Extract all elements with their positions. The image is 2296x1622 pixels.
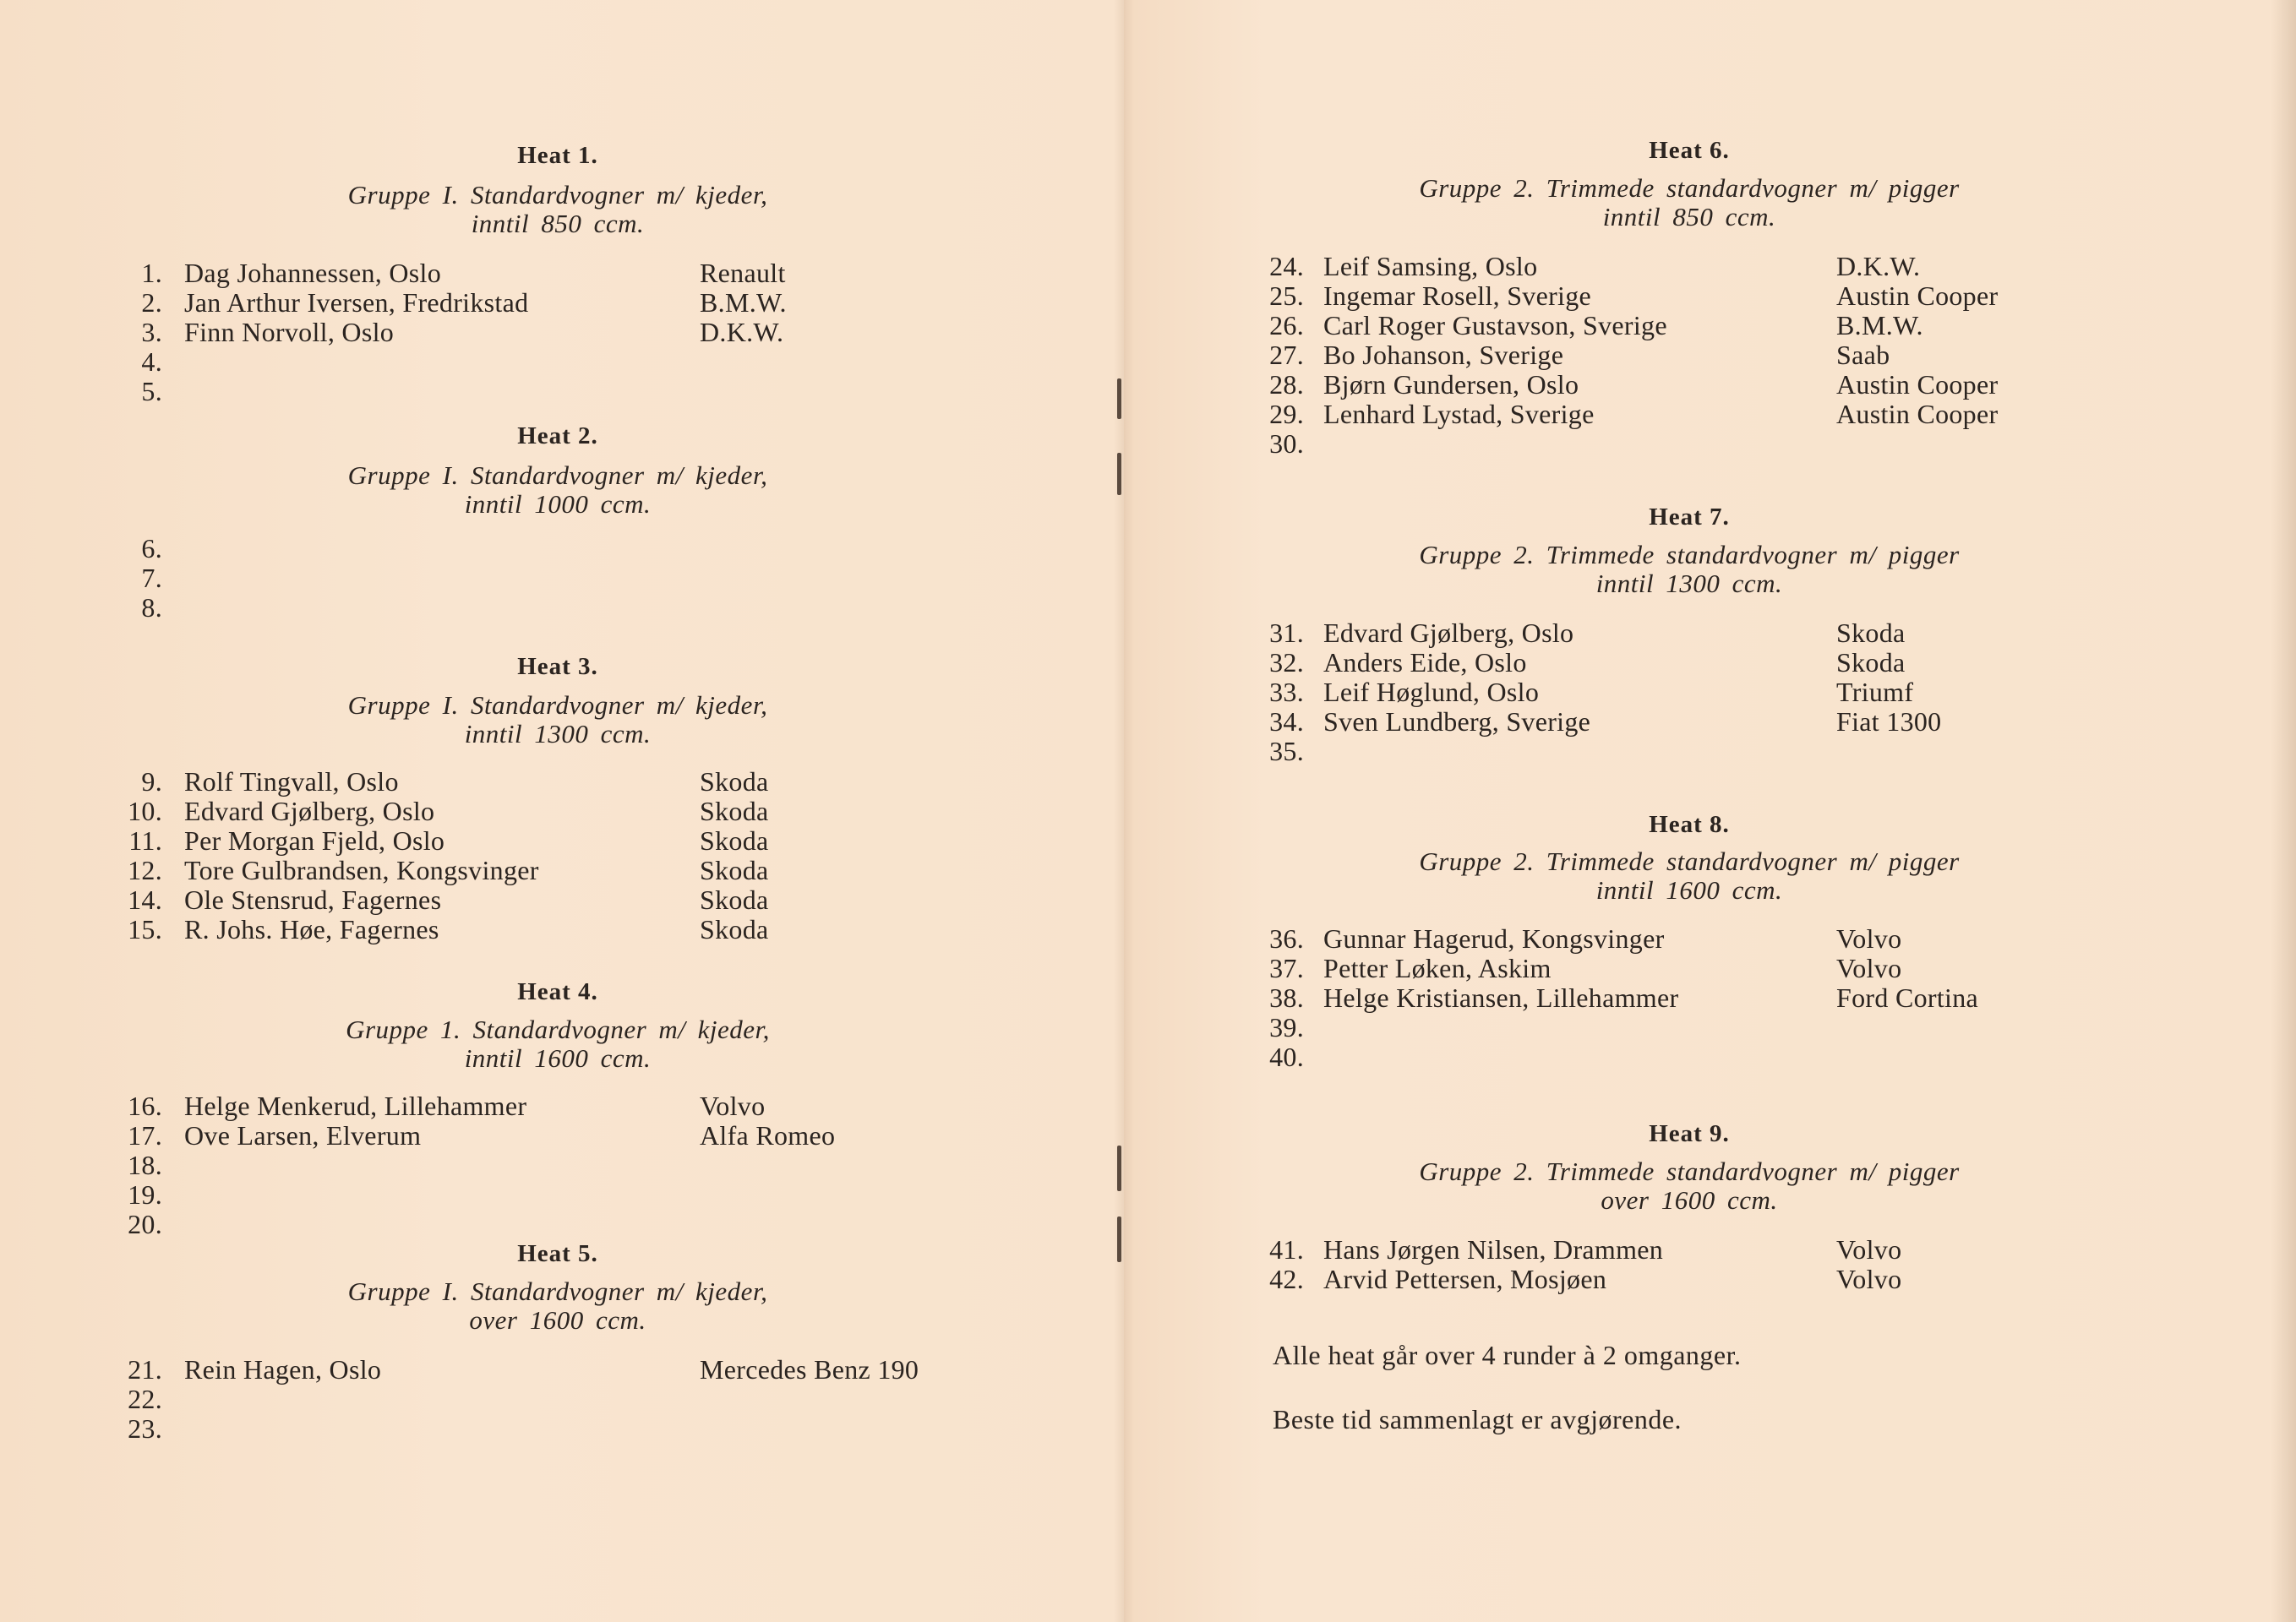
car-make: Volvo — [1836, 1264, 1902, 1294]
heat-title-heat-7: Heat 7. — [1649, 503, 1730, 531]
car-make: Austin Cooper — [1836, 369, 1999, 400]
group-line-2: inntil 1300 ccm. — [464, 719, 652, 748]
group-line-1: Gruppe I. Standardvogner m/ kjeder, — [347, 180, 768, 210]
entry-number: 36. — [1269, 923, 1304, 954]
car-make: Austin Cooper — [1836, 280, 1999, 311]
group-line-2: over 1600 ccm. — [1601, 1185, 1778, 1215]
entry-number: 42. — [1269, 1264, 1304, 1294]
heat-title-heat-9: Heat 9. — [1649, 1120, 1730, 1147]
driver-name: Bo Johanson, Sverige — [1323, 340, 1564, 370]
driver-name: Arvid Pettersen, Mosjøen — [1323, 1264, 1607, 1294]
car-make: Skoda — [700, 796, 769, 826]
car-make: Skoda — [700, 914, 769, 944]
entry-number: 27. — [1269, 340, 1304, 370]
car-make: Triumf — [1836, 677, 1914, 707]
group-line-1: Gruppe 2. Trimmede standardvogner m/ pigger — [1419, 173, 1960, 203]
entry-number: 4. — [141, 346, 162, 377]
entry-number: 40. — [1269, 1042, 1304, 1072]
driver-name: Jan Arthur Iversen, Fredrikstad — [184, 287, 529, 318]
group-line-1: Gruppe 2. Trimmede standardvogner m/ pigger — [1419, 846, 1960, 876]
driver-name: Finn Norvoll, Oslo — [184, 317, 395, 347]
car-make: Austin Cooper — [1836, 399, 1999, 429]
car-make: Skoda — [1836, 618, 1906, 648]
entry-number: 11. — [128, 825, 162, 856]
entry-number: 37. — [1269, 953, 1304, 983]
entry-number: 9. — [141, 766, 162, 797]
driver-name: Anders Eide, Oslo — [1323, 647, 1527, 678]
entry-number: 33. — [1269, 677, 1304, 707]
group-description-heat-7 — [1309, 541, 2070, 598]
staple-top — [1117, 378, 1121, 419]
heat-title-heat-2: Heat 2. — [517, 422, 598, 449]
car-make: D.K.W. — [700, 317, 784, 347]
entry-number: 28. — [1269, 369, 1304, 400]
group-description-heat-3 — [237, 691, 879, 748]
entry-number: 34. — [1269, 706, 1304, 737]
entry-number: 35. — [1269, 736, 1304, 766]
car-make: Skoda — [700, 766, 769, 797]
car-make: Volvo — [1836, 923, 1902, 954]
entry-number: 5. — [141, 376, 162, 406]
group-line-2: inntil 1300 ccm. — [1595, 569, 1783, 598]
driver-name: Edvard Gjølberg, Oslo — [1323, 618, 1574, 648]
entry-number: 8. — [141, 592, 162, 623]
entry-number: 19. — [128, 1179, 162, 1210]
driver-name: Rein Hagen, Oslo — [184, 1354, 382, 1385]
group-line-1: Gruppe 1. Standardvogner m/ kjeder, — [346, 1015, 770, 1044]
driver-name: Ole Stensrud, Fagernes — [184, 884, 442, 915]
entry-number: 24. — [1269, 251, 1304, 281]
group-description-heat-9 — [1309, 1157, 2070, 1215]
car-make: Ford Cortina — [1836, 982, 1979, 1013]
group-line-2: inntil 1000 ccm. — [464, 489, 652, 519]
entry-number: 14. — [128, 884, 162, 915]
driver-name: Leif Høglund, Oslo — [1323, 677, 1540, 707]
car-make: Volvo — [700, 1091, 766, 1121]
group-line-1: Gruppe I. Standardvogner m/ kjeder, — [347, 690, 768, 720]
entry-number: 6. — [141, 533, 162, 563]
entry-number: 7. — [141, 563, 162, 593]
entry-number: 10. — [128, 796, 162, 826]
group-line-1: Gruppe 2. Trimmede standardvogner m/ pigger — [1419, 1157, 1960, 1186]
heat-title-heat-6: Heat 6. — [1649, 137, 1730, 164]
heat-title-heat-5: Heat 5. — [517, 1240, 598, 1267]
driver-name: Petter Løken, Askim — [1323, 953, 1552, 983]
car-make: D.K.W. — [1836, 251, 1921, 281]
entry-number: 20. — [128, 1209, 162, 1239]
group-line-2: over 1600 ccm. — [469, 1305, 646, 1335]
driver-name: Dag Johannessen, Oslo — [184, 258, 442, 288]
driver-name: Rolf Tingvall, Oslo — [184, 766, 399, 797]
driver-name: R. Johs. Høe, Fagernes — [184, 914, 439, 944]
driver-name: Bjørn Gundersen, Oslo — [1323, 369, 1579, 400]
rounds-note: Alle heat går over 4 runder à 2 omganger. — [1273, 1340, 1742, 1370]
group-line-2: inntil 1600 ccm. — [1595, 875, 1783, 905]
car-make: Skoda — [700, 825, 769, 856]
entry-number: 3. — [141, 317, 162, 347]
entry-number: 1. — [141, 258, 162, 288]
entry-number: 23. — [128, 1413, 162, 1444]
driver-name: Leif Samsing, Oslo — [1323, 251, 1538, 281]
entry-number: 17. — [128, 1120, 162, 1151]
group-line-2: inntil 850 ccm. — [471, 209, 645, 238]
driver-name: Ove Larsen, Elverum — [184, 1120, 422, 1151]
car-make: Alfa Romeo — [700, 1120, 836, 1151]
group-description-heat-1 — [237, 181, 879, 238]
entry-number: 16. — [128, 1091, 162, 1121]
group-description-heat-4 — [237, 1015, 879, 1073]
entry-number: 41. — [1269, 1234, 1304, 1265]
entry-number: 15. — [128, 914, 162, 944]
staple-bottom — [1117, 1146, 1121, 1191]
driver-name: Tore Gulbrandsen, Kongsvinger — [184, 855, 539, 885]
car-make: Skoda — [700, 855, 769, 885]
entry-number: 21. — [128, 1354, 162, 1385]
driver-name: Per Morgan Fjeld, Oslo — [184, 825, 445, 856]
left-page — [0, 0, 1124, 1622]
group-line-1: Gruppe I. Standardvogner m/ kjeder, — [347, 1276, 768, 1306]
driver-name: Edvard Gjølberg, Oslo — [184, 796, 435, 826]
group-description-heat-5 — [237, 1277, 879, 1335]
entry-number: 29. — [1269, 399, 1304, 429]
entry-number: 31. — [1269, 618, 1304, 648]
heat-title-heat-4: Heat 4. — [517, 978, 598, 1005]
booklet-spine — [1114, 0, 1134, 1622]
entry-number: 12. — [128, 855, 162, 885]
group-line-1: Gruppe I. Standardvogner m/ kjeder, — [347, 460, 768, 490]
staple-top-lower — [1117, 453, 1121, 495]
entry-number: 2. — [141, 287, 162, 318]
entry-number: 22. — [128, 1384, 162, 1414]
heat-title-heat-3: Heat 3. — [517, 653, 598, 680]
group-line-1: Gruppe 2. Trimmede standardvogner m/ pigger — [1419, 540, 1960, 569]
group-line-2: inntil 850 ccm. — [1602, 202, 1776, 231]
car-make: Mercedes Benz 190 — [700, 1354, 919, 1385]
driver-name: Helge Kristiansen, Lillehammer — [1323, 982, 1679, 1013]
car-make: Saab — [1836, 340, 1890, 370]
entry-number: 30. — [1269, 428, 1304, 459]
driver-name: Helge Menkerud, Lillehammer — [184, 1091, 527, 1121]
driver-name: Ingemar Rosell, Sverige — [1323, 280, 1592, 311]
driver-name: Lenhard Lystad, Sverige — [1323, 399, 1595, 429]
driver-name: Hans Jørgen Nilsen, Drammen — [1323, 1234, 1664, 1265]
staple-bottom-lower — [1117, 1216, 1121, 1262]
entry-number: 18. — [128, 1150, 162, 1180]
best-time-note: Beste tid sammenlagt er avgjørende. — [1273, 1404, 1682, 1434]
group-description-heat-2 — [237, 461, 879, 519]
driver-name: Gunnar Hagerud, Kongsvinger — [1323, 923, 1665, 954]
entry-number: 38. — [1269, 982, 1304, 1013]
car-make: Volvo — [1836, 1234, 1902, 1265]
entry-number: 32. — [1269, 647, 1304, 678]
page-edge-shadow — [2271, 0, 2296, 1622]
entry-number: 26. — [1269, 310, 1304, 340]
heat-title-heat-8: Heat 8. — [1649, 811, 1730, 838]
car-make: Fiat 1300 — [1836, 706, 1942, 737]
driver-name: Sven Lundberg, Sverige — [1323, 706, 1591, 737]
group-line-2: inntil 1600 ccm. — [464, 1043, 652, 1073]
driver-name: Carl Roger Gustavson, Sverige — [1323, 310, 1667, 340]
entry-number: 25. — [1269, 280, 1304, 311]
car-make: B.M.W. — [700, 287, 787, 318]
entry-number: 39. — [1269, 1012, 1304, 1042]
car-make: Renault — [700, 258, 786, 288]
car-make: Volvo — [1836, 953, 1902, 983]
car-make: B.M.W. — [1836, 310, 1923, 340]
car-make: Skoda — [700, 884, 769, 915]
heat-title-heat-1: Heat 1. — [517, 142, 598, 169]
group-description-heat-8 — [1309, 847, 2070, 905]
group-description-heat-6 — [1309, 174, 2070, 231]
car-make: Skoda — [1836, 647, 1906, 678]
